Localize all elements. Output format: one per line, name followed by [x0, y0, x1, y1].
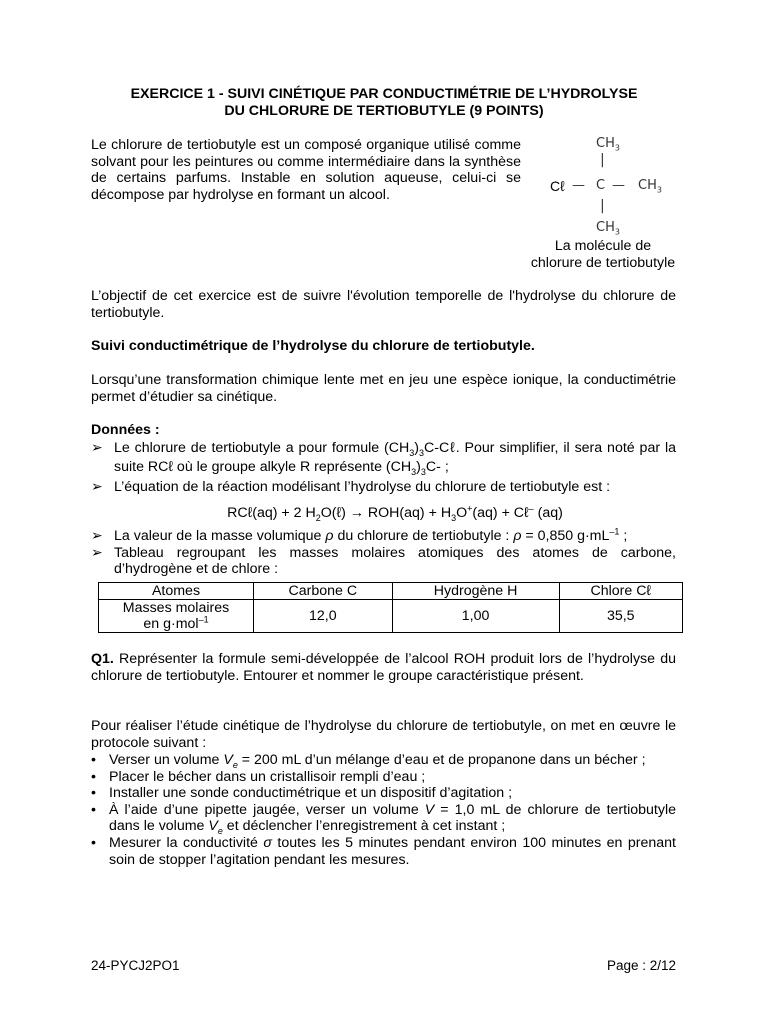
title-line-2: DU CHLORURE DE TERTIOBUTYLE (9 POINTS) — [224, 103, 544, 119]
table-cell: 35,5 — [559, 600, 683, 633]
table-row — [99, 600, 683, 633]
footer-page-number: Page : 2/12 — [606, 958, 676, 973]
protocol-item — [91, 785, 676, 802]
arrow-bullet-icon: ➢ — [91, 440, 103, 456]
table-header-row — [99, 583, 683, 600]
formula-text-b: C-Cℓ. Pour simplifier, il sera noté par la suite RCℓ où le groupe alkyle R représente (CH — [114, 440, 676, 475]
molecule-caption-line-2: chlorure de tertiobutyle — [530, 255, 676, 271]
table-header-cell: Hydrogène H — [392, 583, 559, 600]
arrow-bullet-icon: ➢ — [91, 479, 103, 495]
protocol-item-3: Installer une sonde conductimétrique et un dispositif d’agitation ; — [109, 785, 513, 802]
section-heading: Suivi conductimétrique de l’hydrolyse du chlorure de tertiobutyle. — [91, 338, 535, 354]
section-intro-paragraph: Lorsqu’une transformation chimique lente met en jeu une espèce ionique, la conductimétrie permet d’étudier sa cinétique. — [91, 372, 676, 405]
bullet-dot-icon: • — [91, 834, 96, 851]
equation-part-a: RCℓ(aq) + 2 H — [227, 504, 316, 521]
protocol-item-4-b: = 1,0 mL de chlorure de tertiobutyle dans le volume — [109, 801, 677, 835]
density-text-c: = 0,850 g·mL — [521, 528, 610, 545]
molecule-top-group: $CH_3$ — [596, 136, 620, 153]
molecule-bottom-group: $CH_3$ — [596, 220, 620, 237]
density-text-a: La valeur de la masse volumique — [114, 528, 326, 545]
table-header-cell: Chlore Cℓ — [559, 583, 683, 600]
bond-right: — — [612, 178, 625, 193]
density-text-b: du chlorure de tertiobutyle : — [333, 528, 514, 545]
protocol-item-2: Placer le bécher dans un cristallisoir rempli d’eau ; — [109, 768, 426, 785]
molecule-center-atom: C — [596, 178, 606, 193]
equation-part-d: (aq) + Cℓ — [472, 504, 529, 521]
protocol-item: • Mesurer la conductivité σ toutes les 5 minutes pendant environ 100 minutes en prenant soin de stopper l’agitation pendant les mesures. — [91, 834, 676, 868]
arrow-bullet-icon: ➢ — [91, 528, 103, 545]
bullet-dot-icon: • — [91, 801, 96, 818]
row-label-line-2: en g·mol — [143, 616, 199, 632]
donnees-item-equation-intro — [91, 479, 676, 496]
table-cell: 12,0 — [254, 600, 393, 633]
protocol-item-1-a: Verser un volume — [109, 752, 224, 768]
bullet-dot-icon: • — [91, 785, 96, 802]
table-header-cell: Atomes — [99, 583, 254, 600]
molecule-caption — [520, 238, 686, 272]
reaction-equation: RCℓ(aq) + 2 $H_2O(\ell) \to ROH(aq) + H_3O^+(aq)$ + Cℓ– (aq) — [227, 502, 563, 523]
donnees-item-table-intro — [91, 545, 676, 578]
table-intro-text: Tableau regroupant les masses molaires atomiques des atomes de carbone, d’hydrogène et de chlore : — [114, 544, 676, 578]
molecule-caption-line-1: La molécule de — [554, 238, 652, 254]
exercise-title — [80, 86, 688, 120]
bullet-dot-icon: • — [91, 768, 96, 785]
question-1-text: Représenter la formule semi-développée de l’alcool ROH produit lors de l’hydrolyse du chlorure de tertiobutyle. Entourer et nommer le groupe caractéristique présent. — [91, 651, 676, 684]
protocol-item: • À l’aide d’une pipette jaugée, verser un volume V = 1,0 mL de chlorure de tertiobutyle dans le volume $V_e$ et déclencher l’enregistrement à cet instant ; — [91, 801, 677, 837]
molecule-left-atom: Cℓ — [550, 178, 565, 194]
bond-vertical-top: | — [600, 152, 605, 168]
protocol-item-5-a: Mesurer la conductivité — [109, 834, 264, 851]
bond-vertical-bottom: | — [600, 198, 605, 214]
bullet-dot-icon: • — [91, 752, 96, 768]
table-cell: 1,00 — [392, 600, 559, 633]
protocol-item-4-a: À l’aide d’une pipette jaugée, verser un volume — [109, 801, 425, 818]
arrow-bullet-icon: ➢ — [91, 544, 103, 561]
donnees-list — [91, 439, 676, 578]
protocol-item-1-b: = 200 mL d’un mélange d’eau et de propanone dans un bécher ; — [237, 752, 646, 768]
bond-left: — — [572, 178, 585, 193]
molar-mass-table — [98, 582, 683, 633]
molecule-right-group: $CH_3$ — [638, 178, 662, 195]
donnees-label: Données : — [91, 422, 160, 438]
equation-part-b: O(ℓ) → ROH(aq) + H — [320, 504, 452, 521]
objective-paragraph: L’objectif de cet exercice est de suivre l'évolution temporelle de l'hydrolyse du chlorure de tertiobutyle. — [91, 288, 676, 321]
intro-paragraph: Le chlorure de tertiobutyle est un composé organique utilisé comme solvant pour les peintures ou comme intermédiaire dans la synthèse de certains parfums. Instable en solution aqueuse, celui-ci se décompose par hydrolyse en formant un alcool. — [91, 137, 521, 203]
table-row-label — [99, 600, 254, 633]
footer-code: 24-PYCJ2PO1 — [91, 958, 180, 973]
protocol-item: • Verser un volume $V_e = 200$ mL d’un mélange d’eau et de propanone dans un bécher ; — [91, 752, 646, 770]
donnees-item-formula: ➢ Le chlorure de tertiobutyle a pour formule $(CH_3)_3C-C\ell$. Pour simplifier, il sera noté par la suite RCℓ où le groupe alkyle R représente $(CH_3)_3C-$ ; — [91, 440, 676, 477]
protocol-item — [91, 769, 676, 786]
donnees-item-density: ➢ La valeur de la masse volumique ρ du chlorure de tertiobutyle : ρ = 0,850 $g\cdot mL^{-1}$ ; — [91, 526, 628, 545]
equation-intro-text: L’équation de la réaction modélisant l’hydrolyse du chlorure de tertiobutyle est : — [114, 479, 611, 495]
protocol-item-4-c: et déclencher l’enregistrement à cet instant ; — [222, 818, 506, 835]
protocol-item-5-b: toutes les 5 minutes pendant environ 100 minutes en prenant soin de stopper l’agitation pendant les mesures. — [109, 834, 676, 868]
question-1 — [91, 651, 676, 684]
equation-part-c: O — [456, 504, 468, 521]
formula-text-a: Le chlorure de tertiobutyle a pour formule (CH — [114, 440, 410, 456]
question-1-label: Q1. — [91, 651, 114, 667]
row-label-line-1: Masses molaires — [122, 600, 230, 616]
density-text-d: ; — [619, 528, 628, 545]
protocol-list — [91, 752, 676, 868]
equation-part-e: (aq) — [533, 504, 563, 521]
title-line-1: EXERCICE 1 - SUIVI CINÉTIQUE PAR CONDUCTIMÉTRIE DE L’HYDROLYSE — [130, 86, 638, 102]
formula-text-c: C- ; — [425, 459, 449, 475]
molecule-structure — [548, 136, 668, 236]
table-header-cell: Carbone C — [254, 583, 393, 600]
row-label-exponent: –1 — [198, 614, 209, 625]
protocol-intro: Pour réaliser l’étude cinétique de l’hydrolyse du chlorure de tertiobutyle, on met en œuvre le protocole suivant : — [91, 718, 676, 751]
